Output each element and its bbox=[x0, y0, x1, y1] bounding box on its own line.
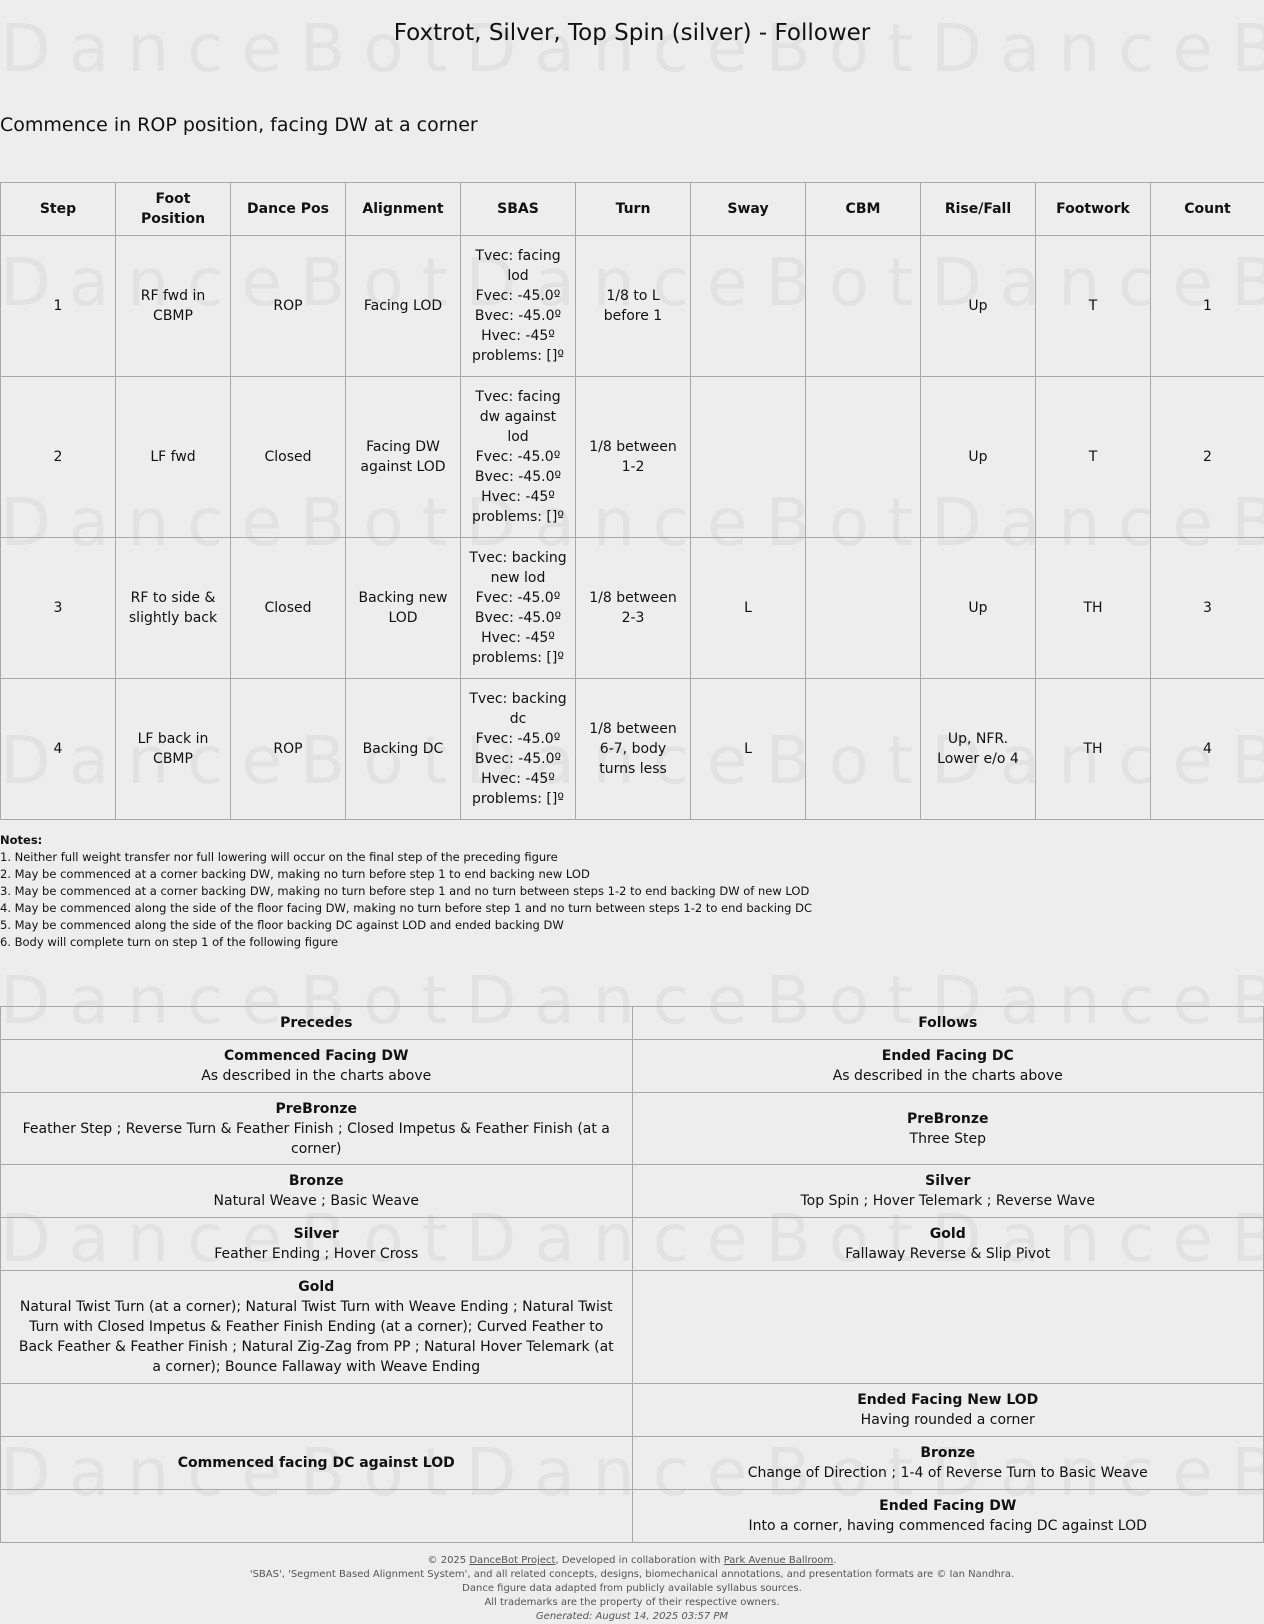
cell-alignment: Backing DC bbox=[346, 679, 461, 820]
footer-trademarks: All trademarks are the property of their respective owners. bbox=[484, 1597, 780, 1608]
col-header-turn: Turn bbox=[576, 183, 691, 236]
relations-row bbox=[1, 1437, 1264, 1490]
sbas-tvec: Tvec: facing lod bbox=[475, 248, 561, 284]
precedes-cell bbox=[1, 1218, 633, 1271]
footer-period: . bbox=[833, 1555, 837, 1566]
cell-footwork: T bbox=[1036, 236, 1151, 377]
follows-figures: Having rounded a corner bbox=[860, 1412, 1035, 1428]
follows-figures: Top Spin ; Hover Telemark ; Reverse Wave bbox=[800, 1193, 1096, 1209]
footer-generated: Generated: August 14, 2025 03:57 PM bbox=[535, 1611, 729, 1622]
precedes-figures: Feather Ending ; Hover Cross bbox=[214, 1246, 419, 1262]
follows-figures: Fallaway Reverse & Slip Pivot bbox=[845, 1246, 1051, 1262]
col-header-alignment: Alignment bbox=[346, 183, 461, 236]
precedes-cell bbox=[1, 1040, 633, 1093]
col-header-sbas: SBAS bbox=[461, 183, 576, 236]
footer-copyright: © 2025 bbox=[427, 1555, 467, 1566]
cell-dance-pos: ROP bbox=[231, 236, 346, 377]
sbas-hvec: Hvec: -45º bbox=[481, 489, 555, 505]
cell-cbm bbox=[806, 679, 921, 820]
follows-category: Ended Facing DC bbox=[881, 1048, 1014, 1064]
footer bbox=[0, 1554, 1264, 1624]
col-header-footwork: Footwork bbox=[1036, 183, 1151, 236]
sbas-fvec: Fvec: -45.0º bbox=[475, 731, 561, 747]
steps-header-row bbox=[1, 183, 1264, 236]
table-row bbox=[1, 538, 1264, 679]
cell-foot-position: LF fwd bbox=[116, 377, 231, 538]
cell-turn: 1/8 between 6-7, body turns less bbox=[576, 679, 691, 820]
cell-dance-pos: ROP bbox=[231, 679, 346, 820]
col-header-step: Step bbox=[1, 183, 116, 236]
follows-cell bbox=[632, 1271, 1264, 1384]
table-row bbox=[1, 679, 1264, 820]
precedes-figures: Natural Twist Turn (at a corner); Natural Twist Turn with Weave Ending ; Natural Twist Turn with Closed Impetus & Feather Finish Ending (at a corner); Curved Feather to Back Feather & Feather Finish ; Natural Zig-Zag from PP ; Natural Hover Telemark (at a corner); Bounce Fallaway with Weave Ending bbox=[18, 1299, 614, 1375]
cell-sway bbox=[691, 377, 806, 538]
precedes-category: Commenced facing DC against LOD bbox=[177, 1455, 455, 1471]
note-item: 5. May be commenced along the side of the floor backing DC against LOD and ended backing DW bbox=[0, 918, 564, 932]
sbas-hvec: Hvec: -45º bbox=[481, 771, 555, 787]
cell-rise-fall: Up bbox=[921, 377, 1036, 538]
cell-dance-pos: Closed bbox=[231, 538, 346, 679]
page-title: Foxtrot, Silver, Top Spin (silver) - Follower bbox=[393, 20, 871, 46]
follows-category: Gold bbox=[929, 1226, 966, 1242]
cell-step: 4 bbox=[1, 679, 116, 820]
follows-cell bbox=[632, 1218, 1264, 1271]
cell-alignment: Backing new LOD bbox=[346, 538, 461, 679]
park-avenue-ballroom-link[interactable]: Park Avenue Ballroom bbox=[723, 1555, 834, 1566]
cell-count: 3 bbox=[1151, 538, 1264, 679]
cell-foot-position: RF to side & slightly back bbox=[116, 538, 231, 679]
follows-category: Silver bbox=[925, 1173, 971, 1189]
note-item: 2. May be commenced at a corner backing DW, making no turn before step 1 to end backing new LOD bbox=[0, 867, 590, 881]
footer-data-source: Dance figure data adapted from publicly available syllabus sources. bbox=[462, 1583, 802, 1594]
sbas-hvec: Hvec: -45º bbox=[481, 328, 555, 344]
relations-row bbox=[1, 1093, 1264, 1165]
cell-footwork: T bbox=[1036, 377, 1151, 538]
follows-header: Follows bbox=[632, 1007, 1264, 1040]
follows-figures: Change of Direction ; 1-4 of Reverse Turn to Basic Weave bbox=[747, 1465, 1148, 1481]
footer-copyright-line bbox=[0, 1554, 1264, 1568]
cell-sbas bbox=[461, 236, 576, 377]
cell-step: 2 bbox=[1, 377, 116, 538]
notes-label: Notes: bbox=[0, 833, 43, 847]
precedes-figures: Feather Step ; Reverse Turn & Feather Finish ; Closed Impetus & Feather Finish (at a corner) bbox=[22, 1120, 610, 1157]
cell-foot-position: RF fwd in CBMP bbox=[116, 236, 231, 377]
cell-foot-position: LF back in CBMP bbox=[116, 679, 231, 820]
precedes-cell bbox=[1, 1165, 633, 1218]
precedes-follows-table bbox=[0, 1006, 1264, 1543]
precedes-category: Silver bbox=[293, 1226, 339, 1242]
cell-turn: 1/8 between 2-3 bbox=[576, 538, 691, 679]
cell-sway: L bbox=[691, 538, 806, 679]
cell-count: 2 bbox=[1151, 377, 1264, 538]
follows-figures: Into a corner, having commenced facing DC against LOD bbox=[748, 1518, 1147, 1534]
note-item: 6. Body will complete turn on step 1 of the following figure bbox=[0, 935, 339, 949]
sbas-problems: problems: []º bbox=[472, 348, 564, 364]
sbas-bvec: Bvec: -45.0º bbox=[474, 308, 562, 324]
cell-alignment: Facing LOD bbox=[346, 236, 461, 377]
precedes-category: Bronze bbox=[288, 1173, 344, 1189]
note-item: 3. May be commenced at a corner backing DW, making no turn before step 1 and no turn between steps 1-2 to end backing DW of new LOD bbox=[0, 884, 810, 898]
note-item: 4. May be commenced along the side of the floor facing DW, making no turn before step 1 and no turn between steps 1-2 to end backing DC bbox=[0, 901, 813, 915]
relations-row bbox=[1, 1165, 1264, 1218]
follows-cell bbox=[632, 1093, 1264, 1165]
note-item: 1. Neither full weight transfer nor full lowering will occur on the final step of the preceding figure bbox=[0, 850, 558, 864]
dancebot-project-link[interactable]: DanceBot Project bbox=[469, 1555, 556, 1566]
relations-row bbox=[1, 1218, 1264, 1271]
col-header-sway: Sway bbox=[691, 183, 806, 236]
cell-sbas bbox=[461, 679, 576, 820]
cell-turn: 1/8 to L before 1 bbox=[576, 236, 691, 377]
footer-collab-text: , Developed in collaboration with bbox=[555, 1555, 721, 1566]
notes-section bbox=[0, 832, 1264, 951]
cell-rise-fall: Up bbox=[921, 538, 1036, 679]
sbas-tvec: Tvec: facing dw against lod bbox=[475, 389, 561, 445]
precedes-category: Commenced Facing DW bbox=[224, 1048, 409, 1064]
col-header-foot-position: Foot Position bbox=[116, 183, 231, 236]
table-row bbox=[1, 236, 1264, 377]
precedes-figures: As described in the charts above bbox=[201, 1068, 432, 1084]
sbas-bvec: Bvec: -45.0º bbox=[474, 469, 562, 485]
col-header-rise-fall: Rise/Fall bbox=[921, 183, 1036, 236]
cell-cbm bbox=[806, 236, 921, 377]
cell-cbm bbox=[806, 538, 921, 679]
col-header-dance-pos: Dance Pos bbox=[231, 183, 346, 236]
table-row bbox=[1, 377, 1264, 538]
sbas-tvec: Tvec: backing dc bbox=[469, 691, 567, 727]
cell-step: 1 bbox=[1, 236, 116, 377]
sbas-problems: problems: []º bbox=[472, 650, 564, 666]
sbas-bvec: Bvec: -45.0º bbox=[474, 610, 562, 626]
follows-figures: Three Step bbox=[909, 1130, 986, 1147]
precedes-cell bbox=[1, 1384, 633, 1437]
sbas-tvec: Tvec: backing new lod bbox=[469, 550, 567, 586]
precedes-category: Gold bbox=[298, 1279, 335, 1295]
sbas-bvec: Bvec: -45.0º bbox=[474, 751, 562, 767]
precedes-cell bbox=[1, 1271, 633, 1384]
precedes-cell bbox=[1, 1093, 633, 1165]
follows-category: Bronze bbox=[920, 1445, 976, 1461]
precedes-cell bbox=[1, 1490, 633, 1543]
sbas-fvec: Fvec: -45.0º bbox=[475, 288, 561, 304]
page-subtitle: Commence in ROP position, facing DW at a corner bbox=[0, 114, 478, 136]
col-header-count: Count bbox=[1151, 183, 1264, 236]
follows-category: PreBronze bbox=[907, 1110, 989, 1127]
cell-dance-pos: Closed bbox=[231, 377, 346, 538]
col-header-cbm: CBM bbox=[806, 183, 921, 236]
relations-row bbox=[1, 1271, 1264, 1384]
relations-row bbox=[1, 1490, 1264, 1543]
cell-rise-fall: Up, NFR. Lower e/o 4 bbox=[921, 679, 1036, 820]
cell-footwork: TH bbox=[1036, 679, 1151, 820]
precedes-figures: Natural Weave ; Basic Weave bbox=[213, 1193, 419, 1209]
sbas-problems: problems: []º bbox=[472, 791, 564, 807]
cell-sway bbox=[691, 236, 806, 377]
cell-turn: 1/8 between 1-2 bbox=[576, 377, 691, 538]
follows-cell bbox=[632, 1040, 1264, 1093]
follows-category: Ended Facing DW bbox=[879, 1498, 1017, 1514]
follows-figures: As described in the charts above bbox=[832, 1068, 1063, 1084]
cell-sbas bbox=[461, 377, 576, 538]
follows-cell bbox=[632, 1384, 1264, 1437]
cell-count: 1 bbox=[1151, 236, 1264, 377]
precedes-header: Precedes bbox=[1, 1007, 633, 1040]
footer-sbas-notice: 'SBAS', 'Segment Based Alignment System', and all related concepts, designs, biomechanical annotations, and presentation formats are © Ian Nandhra. bbox=[249, 1569, 1015, 1580]
cell-step: 3 bbox=[1, 538, 116, 679]
follows-cell bbox=[632, 1490, 1264, 1543]
cell-footwork: TH bbox=[1036, 538, 1151, 679]
sbas-problems: problems: []º bbox=[472, 509, 564, 525]
follows-category: Ended Facing New LOD bbox=[857, 1392, 1039, 1408]
cell-count: 4 bbox=[1151, 679, 1264, 820]
sbas-fvec: Fvec: -45.0º bbox=[475, 449, 561, 465]
follows-cell bbox=[632, 1165, 1264, 1218]
precedes-category: PreBronze bbox=[275, 1100, 357, 1117]
precedes-cell bbox=[1, 1437, 633, 1490]
steps-table bbox=[0, 182, 1264, 820]
sbas-fvec: Fvec: -45.0º bbox=[475, 590, 561, 606]
relations-row bbox=[1, 1384, 1264, 1437]
cell-cbm bbox=[806, 377, 921, 538]
cell-rise-fall: Up bbox=[921, 236, 1036, 377]
relations-row bbox=[1, 1040, 1264, 1093]
follows-cell bbox=[632, 1437, 1264, 1490]
cell-alignment: Facing DW against LOD bbox=[346, 377, 461, 538]
relations-header-row bbox=[1, 1007, 1264, 1040]
cell-sbas bbox=[461, 538, 576, 679]
sbas-hvec: Hvec: -45º bbox=[481, 630, 555, 646]
cell-sway: L bbox=[691, 679, 806, 820]
